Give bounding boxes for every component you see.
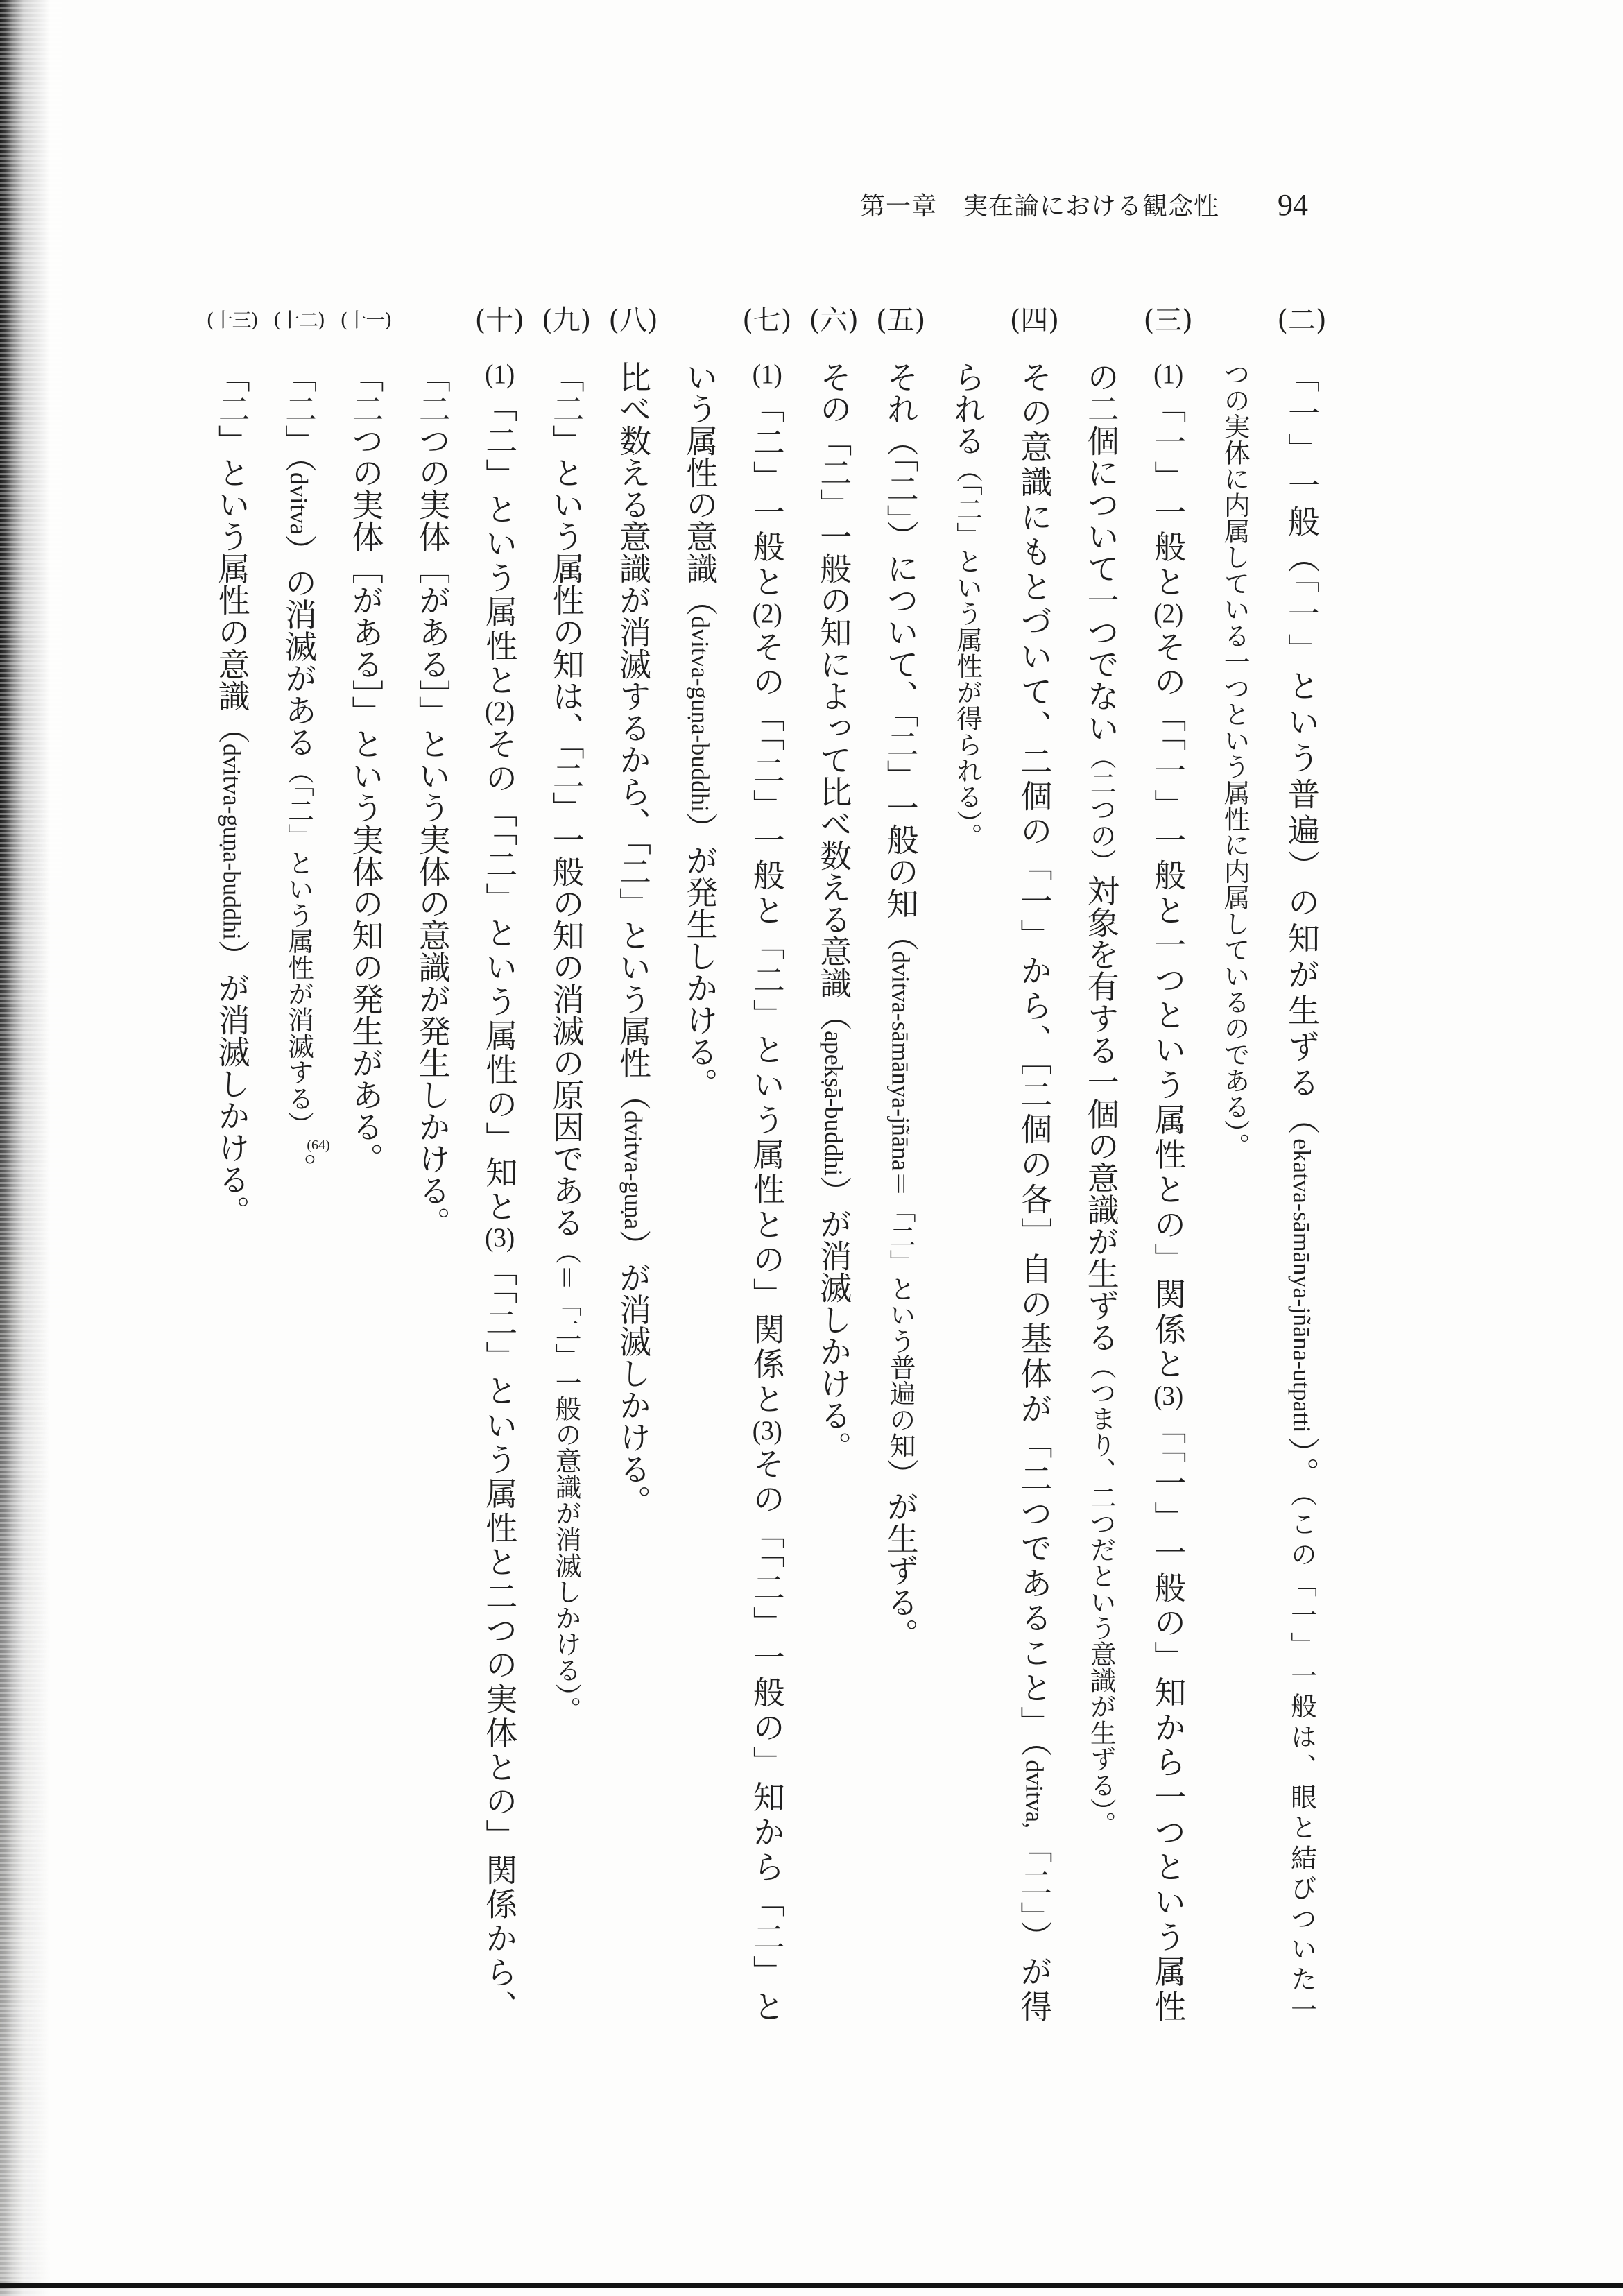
romanized-term: dvitva-guṇa xyxy=(619,1111,647,1230)
text-line xyxy=(208,361,257,2022)
text-line xyxy=(1278,361,1326,2022)
item-marker: (九) xyxy=(541,305,592,336)
text-line xyxy=(1211,361,1260,2022)
item-marker: (三) xyxy=(1143,305,1193,336)
sub-item-number: (2) xyxy=(752,600,782,628)
text-run: 。 xyxy=(280,1152,318,1185)
item-marker: (七) xyxy=(742,305,792,336)
text-run: 「二」）が得 xyxy=(1015,1828,1054,2023)
chapter-title: 第一章 実在論における観念性 xyxy=(860,192,1220,221)
sub-item-number: (2) xyxy=(485,698,515,726)
text-run: ）の消滅がある xyxy=(280,534,318,758)
annotation-text: （「二」という属性が得られる）。 xyxy=(952,456,983,849)
text-run: 「二」一般と xyxy=(748,391,786,601)
item-marker: (十二) xyxy=(273,309,325,332)
romanized-term: dvitva-guṇa-buddhi xyxy=(686,616,714,812)
annotation-text: （二つの） xyxy=(1085,744,1117,875)
text-line xyxy=(1010,361,1058,2022)
text-line xyxy=(877,361,925,2022)
text-run: 「二つの実体［がある］」という実体の意識が発生しかける。 xyxy=(413,361,452,1238)
annotation-text: （＝「二」一般の意識が消滅しかける）。 xyxy=(551,1238,582,1722)
text-line xyxy=(542,361,591,2022)
text-run: ）が発生しかける。 xyxy=(681,812,719,1099)
sub-item-number: (1) xyxy=(752,361,782,388)
item-marker: (十一) xyxy=(340,309,392,332)
item-marker: (十) xyxy=(474,305,524,336)
text-line xyxy=(609,361,658,2022)
footnote-reference: (64) xyxy=(307,1137,330,1153)
romanized-term: dvitva, xyxy=(1020,1760,1049,1829)
annotation-text: （つまり、二つだという意識が生ずる）。 xyxy=(1085,1353,1117,1837)
text-run: その「「一」一般と一つという属性との」関係と xyxy=(1149,630,1187,1382)
text-run: ）が消滅しかける。 xyxy=(815,1176,853,1464)
item-marker: (四) xyxy=(1009,305,1059,336)
text-line xyxy=(1144,361,1192,2022)
text-run: それ（「二」）について、「二」一般の知（ xyxy=(882,361,920,951)
romanized-term: ekatva-sāmānya-jñāna-utpatti xyxy=(1288,1138,1316,1433)
text-run: ）。 xyxy=(1283,1432,1321,1493)
text-line xyxy=(275,361,330,2022)
text-run: ）が生ずる。 xyxy=(882,1458,920,1650)
item-marker: (五) xyxy=(875,305,926,336)
text-run: ）が消滅しかける。 xyxy=(615,1229,652,1517)
sub-item-number: (1) xyxy=(1153,361,1184,388)
annotation-text: （この「一」一般は、眼と結びついた一 xyxy=(1287,1493,1317,2022)
item-marker: (八) xyxy=(608,305,658,336)
running-header xyxy=(860,186,1332,228)
item-marker: (六) xyxy=(809,305,859,336)
romanized-term: dvitva-sāmānya-jñāna xyxy=(886,951,915,1171)
annotation-text: ＝「二」という普遍の知 xyxy=(885,1170,916,1459)
text-run: 「二」という属性の知は、「二」一般の知の消滅の原因である xyxy=(547,361,585,1238)
text-run: その「「二」という属性の」知と xyxy=(481,727,519,1225)
text-line xyxy=(676,361,724,2022)
text-run: の二個について一つでない xyxy=(1082,361,1120,744)
text-run: られる xyxy=(949,361,986,456)
text-run: 「「二」という属性と二つの実体との」関係から、 xyxy=(481,1253,519,2023)
romanized-term: dvitva-guṇa-buddhi xyxy=(218,744,246,940)
text-run: 「二」という属性と xyxy=(481,390,519,699)
text-line xyxy=(943,361,992,2022)
item-marker: (二) xyxy=(1277,305,1327,336)
text-line xyxy=(341,361,390,2022)
text-line xyxy=(809,361,858,2022)
text-run: その「「二」一般の」知から「二」と xyxy=(748,1447,786,2022)
text-run: 「二」という属性の意識（ xyxy=(213,361,251,744)
text-line xyxy=(475,361,524,2022)
text-run: 「一」一般（「一」という普遍）の知が生ずる（ xyxy=(1283,361,1321,1139)
sub-item-number: (1) xyxy=(485,361,515,388)
sub-item-number: (3) xyxy=(1153,1382,1184,1410)
text-run: いう属性の意識（ xyxy=(681,361,719,616)
text-line xyxy=(743,361,791,2022)
text-run: その「二」一般の知によって比べ数える意識（ xyxy=(815,361,853,1031)
sub-item-number: (3) xyxy=(752,1417,782,1445)
item-marker: (十三) xyxy=(206,309,258,332)
page-number: 94 xyxy=(1278,188,1308,222)
binding-shadow xyxy=(0,0,62,2296)
text-run: その「「二」一般と「二」という属性との」関係と xyxy=(748,630,786,1418)
annotation-text: つの実体に内属している一つという属性に内属しているのである）。 xyxy=(1219,361,1251,1159)
text-line xyxy=(409,361,457,2022)
text-run: 「「一」一般の」知から一つという属性 xyxy=(1149,1412,1187,2022)
text-run: 対象を有する一個の意識が生ずる xyxy=(1082,874,1120,1353)
text-line xyxy=(1077,361,1126,2022)
sub-item-number: (3) xyxy=(485,1224,515,1252)
sub-item-number: (2) xyxy=(1153,600,1184,628)
bottom-rule xyxy=(0,2283,1623,2288)
text-run: 比べ数える意識が消滅するから、「二」という属性（ xyxy=(615,361,652,1111)
text-run: その意識にもとづいて、二個の「一」から、［二個の各］自の基体が「二つであること」（ xyxy=(1015,361,1054,1760)
text-run: 「二つの実体［がある］」という実体の知の発生がある。 xyxy=(347,361,385,1174)
romanized-term: dvitva xyxy=(285,472,313,535)
text-run: 「一」一般と xyxy=(1149,391,1187,601)
romanized-term: apekṣā-buddhi xyxy=(820,1031,848,1176)
annotation-text: （「二」という属性が消滅する） xyxy=(284,757,314,1138)
text-run: ）が消滅しかける。 xyxy=(213,939,251,1227)
text-run: 「二」（ xyxy=(280,361,318,472)
